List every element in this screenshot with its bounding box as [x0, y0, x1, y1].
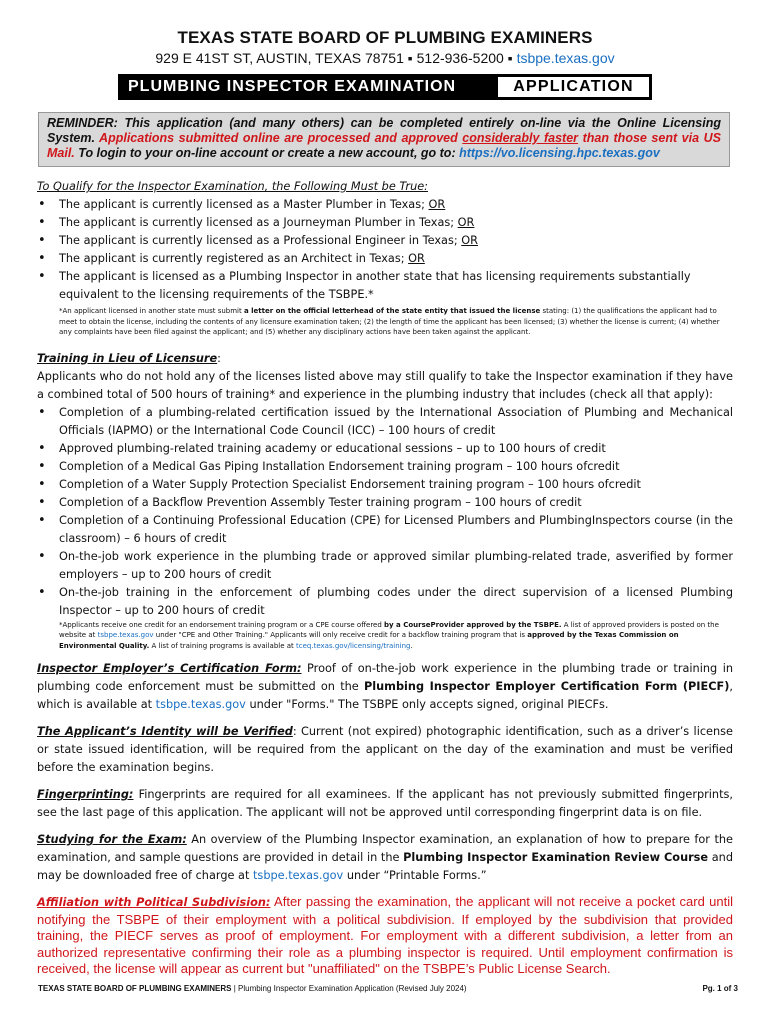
footer-org: TEXAS STATE BOARD OF PLUMBING EXAMINERS: [38, 984, 232, 993]
list-item: • Completion of a Continuing Professional Education (CPE) for Licensed Plumbers and PlumbingInspectors course (in the classroom) – 6 hours of credit: [37, 512, 733, 548]
studying-section: Studying for the Exam: An overview of the Plumbing Inspector examination, an explanation of how to prepare for the examination, and sample questions are provided in detail in the Plumbing Inspector Examination Review Course and may be downloaded free of charge at tsbpe.texas.gov under “Printable Forms.”: [37, 833, 733, 882]
list-item: • Completion of a Water Supply Protection Specialist Endorsement training program – 100 hours ofcredit: [37, 476, 733, 494]
reminder-box: [38, 112, 730, 167]
list-item: • On-the-job work experience in the plumbing trade or approved similar plumbing-related trade, asverified by former employers – up to 200 hours of credit: [37, 548, 733, 584]
list-item: • The applicant is licensed as a Plumbing Inspector in another state that has licensing requirements substantially equivalent to the licensing requirements of the TSBPE.*: [37, 268, 733, 304]
affiliation-section: Affiliation with Political Subdivision: After passing the examination, the applicant will not receive a pocket card until notifying the TSBPE of their employment with a political subdivision. If employed by the subdivision that provided training, the PIECF serves as proof of employment. For employment with a different subdivision, a letter from an authorized representative confirming their role as a plumbing inspector is required. Until employment confirmation is received, the license will appear as current but "unaffiliated" on the TSBPE’s Public License Search.: [37, 894, 734, 976]
address-text: 929 E 41ST ST, AUSTIN, TEXAS 78751 ▪ 512-936-5200 ▪: [155, 50, 517, 66]
list-item: • Approved plumbing-related training academy or educational sessions – up to 100 hours of credit: [37, 440, 733, 458]
main-content: [37, 178, 733, 978]
training-footnote: *Applicants receive one credit for an endorsement training program or a CPE course offered by a CourseProvider approved by the TSBPE. A list of approved providers is posted on the website at tsbpe.texas.gov under "CPE and Other Training." Applicants will only receive credit for a backflow training program that is approved by the Texas Commission on Environmental Quality. A list of training programs is available at tceq.texas.gov/licensing/training.: [59, 620, 719, 650]
list-item: • Completion of a Backflow Prevention Assembly Tester training program – 100 hours of credit: [37, 494, 733, 512]
reminder-login: To login to your on-line account or create a new account, go to:: [74, 146, 460, 160]
website-link[interactable]: tsbpe.texas.gov: [516, 50, 615, 66]
qualify-heading: To Qualify for the Inspector Examination, the Following Must be True:: [37, 180, 428, 193]
banner-application: APPLICATION: [496, 75, 651, 99]
forms-link[interactable]: tsbpe.texas.gov: [155, 698, 246, 711]
reminder-emphasis: considerably faster: [462, 131, 579, 145]
board-title: TEXAS STATE BOARD OF PLUMBING EXAMINERS: [177, 28, 593, 47]
training-heading: Training in Lieu of Licensure:: [37, 351, 221, 365]
footer-doc: Plumbing Inspector Examination Application (Revised July 2024): [238, 984, 467, 993]
board-address: [0, 50, 770, 66]
training-list: [37, 404, 733, 620]
reminder-red-tail: than those sent via US Mail.: [47, 131, 721, 160]
banner-title: PLUMBING INSPECTOR EXAMINATION: [128, 78, 457, 95]
reminder-lead: REMINDER: This application (and many others) can be completed entirely on-line via the Online Licensing System.: [47, 116, 721, 145]
qualify-footnote: *An applicant licensed in another state must submit a letter on the official letterhead of the state entity that issued the license stating: (1) the qualifications the applicant had to meet to obtain the license, including the contents of any licensure examination taken; (2) the length of time the applicant has been licensed; (3) whether the license is current; (4) whether any complaints have been filed against the applicant; and (5) whether any disciplinary actions have been taken against the applicant.: [59, 307, 720, 336]
page-footer: TEXAS STATE BOARD OF PLUMBING EXAMINERS | Plumbing Inspector Examination Application (Revised July 2024) Pg. 1 of 3: [38, 984, 738, 993]
list-item: • The applicant is currently licensed as a Professional Engineer in Texas; OR: [37, 232, 733, 250]
list-item: • The applicant is currently licensed as a Master Plumber in Texas; OR: [37, 196, 733, 214]
reminder-red: Applications submitted online are processed and approved: [99, 131, 463, 145]
fingerprint-section: Fingerprinting: Fingerprints are required for all examinees. If the applicant has not previously submitted fingerprints, see the last page of this application. The applicant will not be approved until corresponding fingerprint data is on file.: [37, 788, 733, 819]
qualify-list: [37, 196, 733, 304]
licensing-link[interactable]: https://vo.licensing.hpc.texas.gov: [459, 146, 660, 160]
training-intro: Applicants who do not hold any of the licenses listed above may still qualify to take the Inspector examination if they have a combined total of 500 hours of training* and experience in the plumbing industry that includes (check all that apply):: [37, 369, 733, 401]
list-item: • On-the-job training in the enforcement of plumbing codes under the direct supervision of a licensed Plumbing Inspector – up to 200 hours of credit: [37, 584, 733, 620]
tceq-link[interactable]: tceq.texas.gov/licensing/training: [296, 641, 411, 650]
identity-section: The Applicant’s Identity will be Verified: Current (not expired) photographic identification, such as a driver’s license or state issued identification, will be required from the applicant on the day of the examination and must be verified before the examination begins.: [37, 725, 733, 774]
printable-forms-link[interactable]: tsbpe.texas.gov: [253, 869, 344, 882]
page-number: Pg. 1 of 3: [702, 984, 738, 993]
employer-section: Inspector Employer’s Certification Form: Proof of on-the-job work experience in the plumbing trade or training in plumbing code enforcement must be submitted on the Plumbing Inspector Employer Certification Form (PIECF), which is available at tsbpe.texas.gov under "Forms." The TSBPE only accepts signed, original PIECFs.: [37, 662, 733, 711]
list-item: • Completion of a Medical Gas Piping Installation Endorsement training program – 100 hours ofcredit: [37, 458, 733, 476]
cpe-link[interactable]: tsbpe.texas.gov: [97, 631, 154, 639]
list-item: • Completion of a plumbing-related certification issued by the International Association of Plumbing and Mechanical Officials (IAPMO) or the International Code Council (ICC) – 100 hours of credit: [37, 404, 733, 440]
list-item: • The applicant is currently registered as an Architect in Texas; OR: [37, 250, 733, 268]
list-item: • The applicant is currently licensed as a Journeyman Plumber in Texas; OR: [37, 214, 733, 232]
form-title-banner: [118, 74, 652, 100]
